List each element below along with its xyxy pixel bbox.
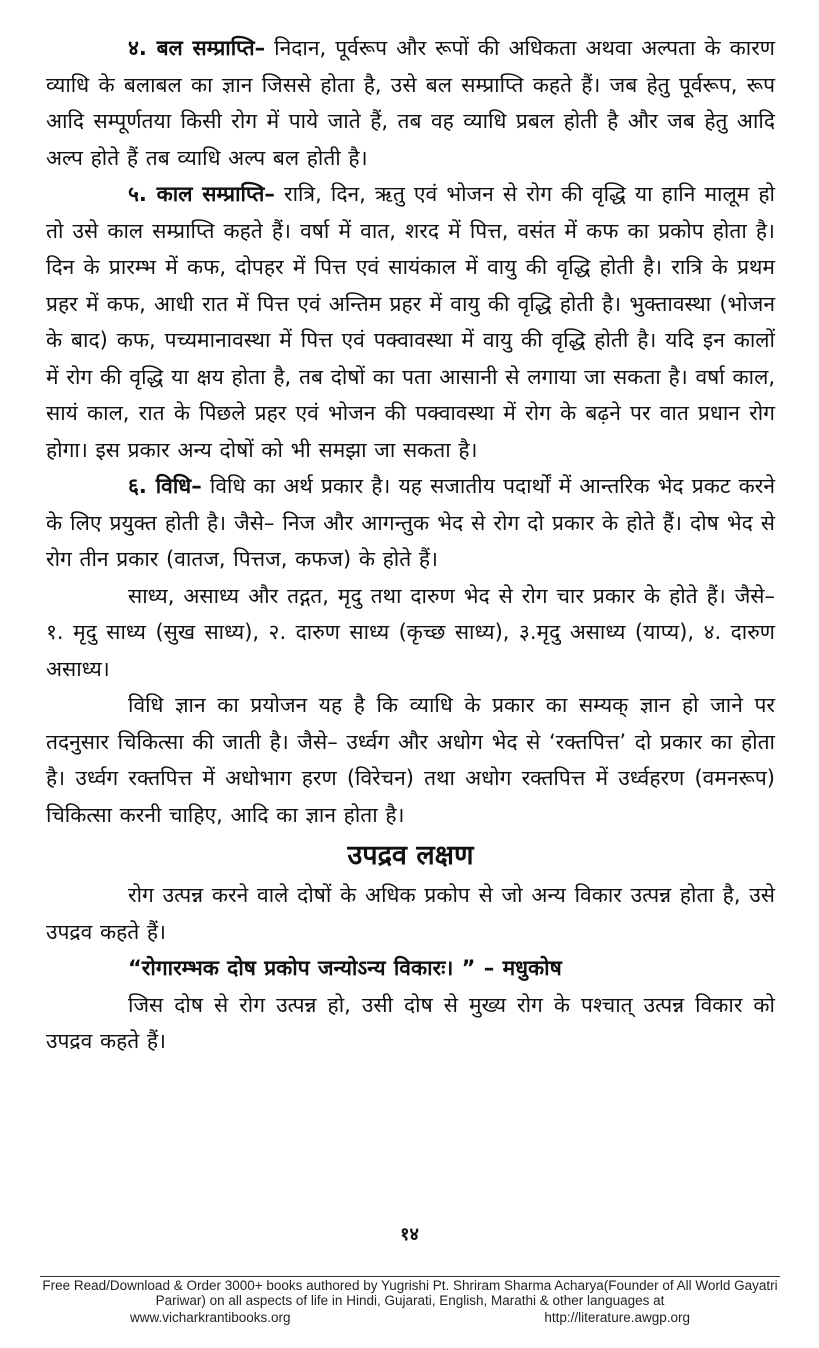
footer-links [130, 1310, 690, 1325]
paragraph-sadhya: साध्य, असाध्य और तद्गत, मृदु तथा दारुण भेद से रोग चार प्रकार के होते हैं। जैसे– १. मृदु साध्य (सुख साध्य), २. दारुण साध्य (कृच्छ साध्य), ३.मृदु असाध्य (याप्य), ४. दारुण असाध्य। [46, 583, 775, 681]
paragraph-vidhi [46, 468, 775, 578]
page-number: १४ [400, 1224, 419, 1245]
quote-madhukosh: “रोगारम्भक दोष प्रकोप जन्योऽन्य विकारः। ” – मधुकोष [128, 956, 562, 980]
paragraph-last: जिस दोष से रोग उत्पन्न हो, उसी दोष से मुख्य रोग के पश्चात् उत्पन्न विकार को उपद्रव कहते हैं। [46, 992, 775, 1053]
kaal-samprapti-text: रात्रि, दिन, ऋतु एवं भोजन से रोग की वृद्धि या हानि मालूम हो तो उसे काल सम्प्राप्ति कहते हैं। वर्षा में वात, शरद में पित्त, वसंत में कफ का प्रकोप होता है। दिन के प्रारम्भ में कफ, दोपहर में पित्त एवं सायंकाल में वायु की वृद्धि होती है। रात्रि के प्रथम प्रहर में कफ, आधी रात में पित्त एवं अन्तिम प्रहर में वायु की वृद्धि होती है। भुक्तावस्था (भोजन के बाद) कफ, पच्यमानावस्था में पित्त एवं पक्वावस्था में वायु की वृद्धि होती है। यदि इन कालों में रोग की वृद्धि या क्षय होता है, तब दोषों का पता आसानी से लगाया जा सकता है। वर्षा काल, सायं काल, रात के पिछले प्रहर एवं भोजन की पक्वावस्था में रोग के बढ़ने पर वात प्रधान रोग होगा। इस प्रकार अन्य दोषों को भी समझा जा सकता है। [46, 182, 775, 462]
footer-link-vicharkranti[interactable]: www.vicharkrantibooks.org [130, 1310, 291, 1325]
paragraph-upadrav: रोग उत्पन्न करने वाले दोषों के अधिक प्रकोप से जो अन्य विकार उत्पन्न होता है, उसे उपद्रव कहते हैं। [46, 883, 775, 944]
bal-samprapti-text: निदान, पूर्वरूप और रूपों की अधिकता अथवा अल्पता के कारण व्याधि के बलाबल का ज्ञान जिससे होता है, उसे बल सम्प्राप्ति कहते हैं। जब हेतु पूर्वरूप, रूप आदि सम्पूर्णतया किसी रोग में पाये जाते हैं, तब वह व्याधि प्रबल होती है और जब हेतु आदि अल्प होते हैं तब व्याधि अल्प बल होती है। [46, 36, 775, 170]
page-body [46, 30, 775, 1060]
bal-samprapti-lead: ४. बल सम्प्राप्ति– [128, 36, 266, 60]
section-heading-upadrav: उपद्रव लक्षण [347, 840, 474, 871]
footer-divider [40, 1276, 780, 1277]
paragraph-bal-samprapti [46, 30, 775, 176]
vidhi-text: विधि का अर्थ प्रकार है। यह सजातीय पदार्थों में आन्तरिक भेद प्रकट करने के लिए प्रयुक्त होती है। जैसे– निज और आगन्तुक भेद से रोग दो प्रकार के होते हैं। दोष भेद से रोग तीन प्रकार (वातज, पित्तज, कफज) के होते हैं। [46, 474, 775, 571]
footer-text: Free Read/Download & Order 3000+ books authored by Yugrishi Pt. Shriram Sharma Acharya(Founder of All World Gayatri Pariwar) on all aspects of life in Hindi, Gujarati, English, Marathi & other languages at [42, 1278, 778, 1308]
vidhi-lead: ६. विधि– [128, 474, 202, 498]
kaal-samprapti-lead: ५. काल सम्प्राप्ति– [128, 182, 275, 206]
paragraph-prayojan: विधि ज्ञान का प्रयोजन यह है कि व्याधि के प्रकार का सम्यक् ज्ञान हो जाने पर तदनुसार चिकित्सा की जाती है। जैसे– उर्ध्वग और अधोग भेद से ‘रक्तपित्त’ दो प्रकार का होता है। उर्ध्वग रक्तपित्त में अधोभाग हरण (विरेचन) तथा अधोग रक्तपित्त में उर्ध्वहरण (वमनरूप) चिकित्सा करनी चाहिए, आदि का ज्ञान होता है। [46, 693, 775, 827]
footer-link-awgp[interactable]: http://literature.awgp.org [544, 1310, 690, 1325]
paragraph-kaal-samprapti [46, 176, 775, 468]
